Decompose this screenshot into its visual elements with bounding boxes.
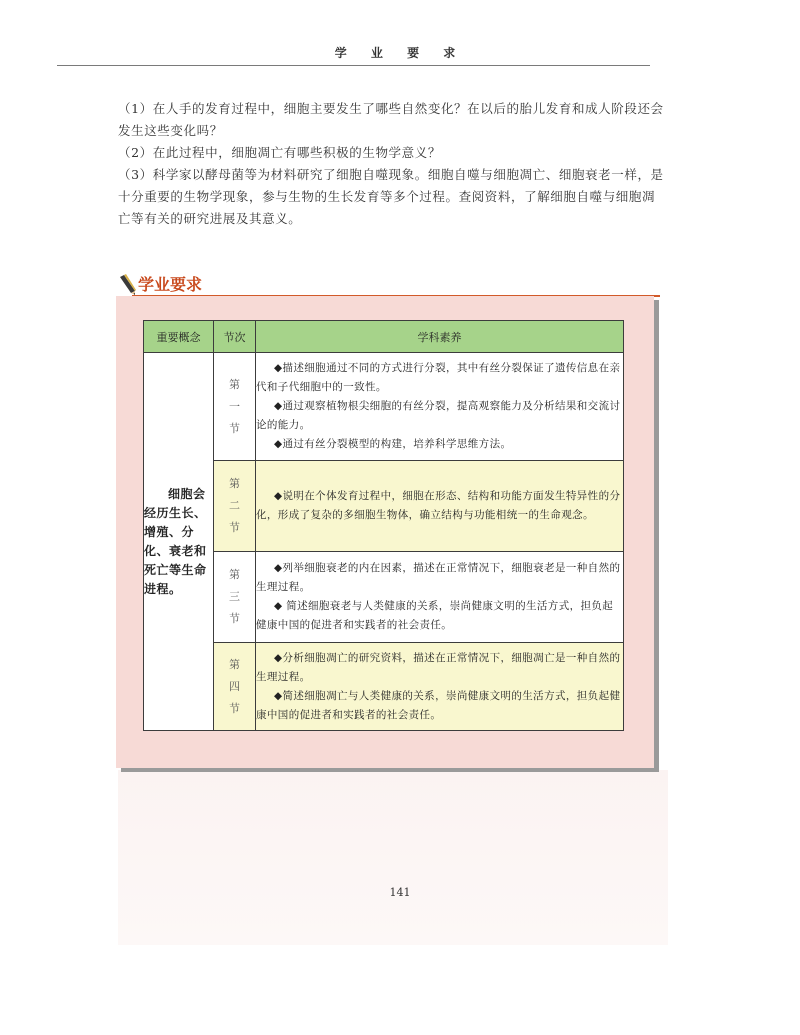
section-char: 节: [229, 612, 240, 625]
section-cell-1: [214, 353, 256, 461]
literacy-item: ◆描述细胞通过不同的方式进行分裂，其中有丝分裂保证了遗传信息在亲代和子代细胞中的一致性。: [256, 362, 621, 393]
page-background-wash: [118, 770, 668, 945]
table-header-row: [144, 321, 624, 353]
literacy-item: ◆说明在个体发育过程中，细胞在形态、结构和功能方面发生特异性的分化，形成了复杂的多细胞生物体，确立结构与功能相统一的生命观念。: [256, 490, 621, 521]
table-row: [144, 461, 624, 552]
concept-text: 细胞会经历生长、增殖、分化、衰老和死亡等生命进程。: [144, 486, 207, 596]
table-row: [144, 353, 624, 461]
content-cell-1: [256, 353, 624, 461]
section-char: 第: [229, 568, 240, 581]
section-heading: [118, 272, 660, 298]
pencil-icon: [118, 274, 138, 296]
literacy-item: ◆分析细胞凋亡的研究资料，描述在正常情况下，细胞凋亡是一种自然的生理过程。: [256, 651, 621, 683]
literacy-item: ◆通过有丝分裂模型的构建，培养科学思维方法。: [274, 438, 512, 450]
section-char: 三: [229, 590, 240, 603]
table-row: [144, 643, 624, 731]
header-section: 节次: [214, 321, 256, 353]
content-cell-3: [256, 552, 624, 643]
section-char: 节: [229, 521, 240, 534]
section-char: 四: [229, 679, 240, 693]
page-number: 141: [389, 886, 411, 899]
section-cell-2: [214, 461, 256, 552]
running-header: 学 业 要 求: [334, 46, 466, 60]
section-char: 第: [229, 657, 240, 671]
question-3: （3）科学家以酵母菌等为材料研究了细胞自噬现象。细胞自噬与细胞凋亡、细胞衰老一样，是十分重要的生物学现象，参与生物的生长发育等多个过程。查阅资料，了解细胞自噬与细胞凋亡等有关的研究进展及其意义。: [118, 167, 664, 226]
header-concept: 重要概念: [144, 321, 214, 353]
table-row: [144, 552, 624, 643]
section-char: 第: [229, 377, 240, 391]
literacy-item: ◆通过观察植物根尖细胞的有丝分裂，提高观察能力及分析结果和交流讨论的能力。: [256, 400, 621, 431]
literacy-item: ◆列举细胞衰老的内在因素，描述在正常情况下，细胞衰老是一种自然的生理过程。: [256, 562, 621, 593]
question-1: （1）在人手的发育过程中，细胞主要发生了哪些自然变化？在以后的胎儿发育和成人阶段还会发生这些变化吗？: [118, 101, 664, 138]
literacy-item: ◆ 简述细胞衰老与人类健康的关系，崇尚健康文明的生活方式，担负起健康中国的促进者和实践者的社会责任。: [256, 600, 614, 631]
section-char: 节: [229, 701, 240, 715]
header-literacy: 学科素养: [256, 321, 624, 353]
question-2: （2）在此过程中，细胞凋亡有哪些积极的生物学意义？: [118, 145, 441, 160]
section-char: 二: [229, 499, 240, 512]
requirements-table: [143, 320, 624, 731]
section-cell-4: [214, 643, 256, 731]
section-title: 学业要求: [138, 275, 203, 294]
header-divider: [57, 65, 650, 66]
section-char: 节: [229, 421, 240, 435]
section-char: 一: [229, 399, 240, 413]
section-char: 第: [229, 477, 240, 490]
content-cell-4: [256, 643, 624, 731]
literacy-item: ◆简述细胞凋亡与人类健康的关系，崇尚健康文明的生活方式，担负起健康中国的促进者和实践者的社会责任。: [256, 689, 621, 721]
section-cell-3: [214, 552, 256, 643]
content-cell-2: [256, 461, 624, 552]
concept-cell: [144, 353, 214, 731]
